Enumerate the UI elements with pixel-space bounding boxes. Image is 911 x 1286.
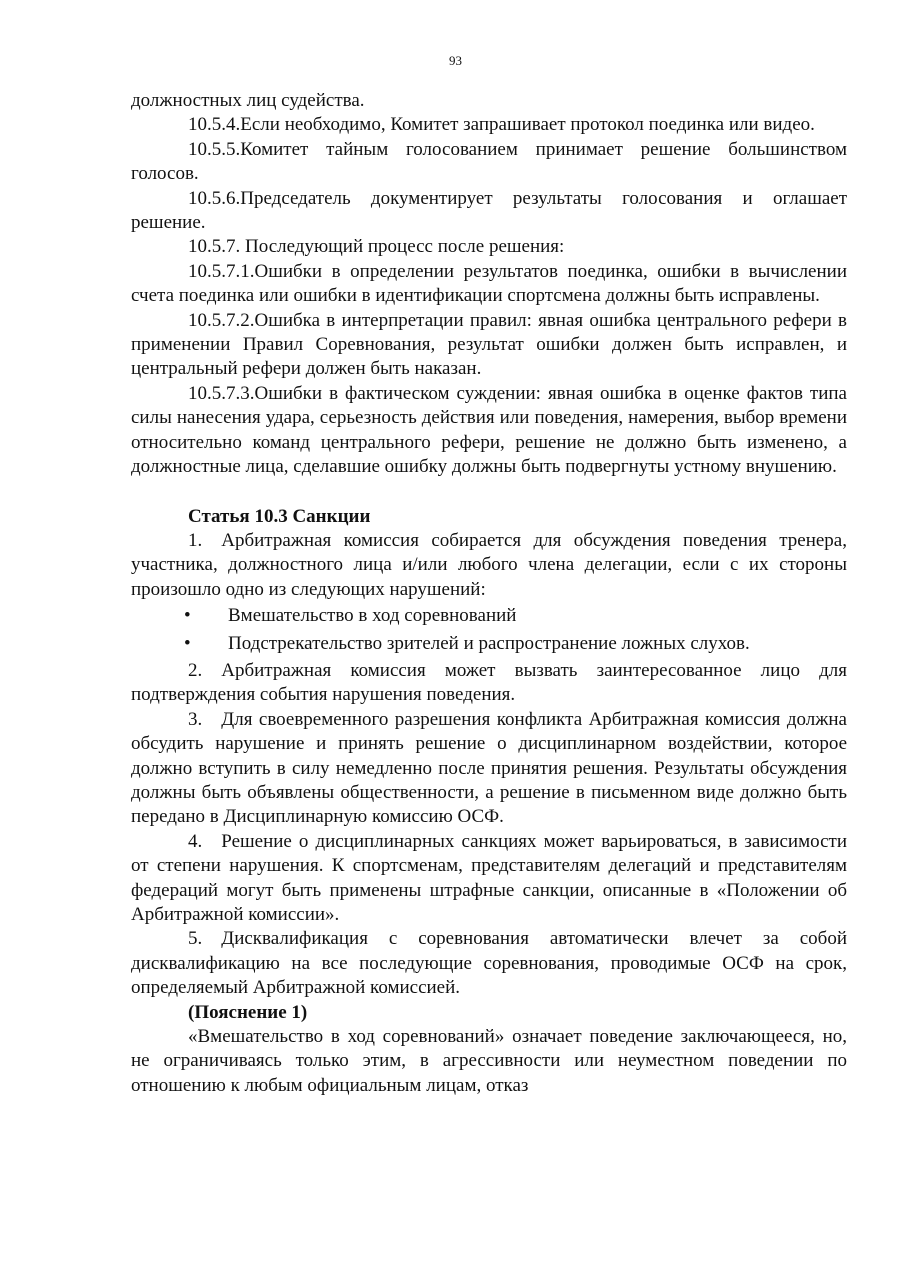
bullet-text: Вмешательство в ход соревнований [228,605,517,627]
article-item-4: 4. Решение о дисциплинарных санкциях может варьироваться, в зависимости от степени нарушения. К спортсменам, представителям делегаций и представителям федераций могут быть применены штрафные санкции, описанные в «Положении об Арбитражной комиссии». [131,830,847,925]
paragraph-continuation: должностных лиц судейства. [131,90,365,111]
bullet-item [131,632,847,656]
clause-10-5-4: 10.5.4.Если необходимо, Комитет запрашивает протокол поединка или видео. [188,114,815,136]
article-heading: Статья 10.3 Санкции [188,505,371,527]
clause-10-5-5: 10.5.5.Комитет тайным голосованием принимает решение большинством голосов. [131,138,847,185]
clause-10-5-7: 10.5.7. Последующий процесс после решения: [188,236,565,258]
article-item-5: 5. Дисквалификация с соревнования автоматически влечет за собой дисквалификацию на все последующие соревнования, проводимые ОСФ на срок, определяемый Арбитражной комиссией. [131,928,847,999]
article-item-2: 2. Арбитражная комиссия может вызвать заинтересованное лицо для подтверждения события нарушения поведения. [131,659,847,706]
clause-10-5-7-1: 10.5.7.1.Ошибки в определении результатов поединка, ошибки в вычислении счета поединка или ошибки в идентификации спортсмена должны быть исправлены. [131,260,847,307]
bullet-icon: • [184,632,191,654]
article-item-3: 3. Для своевременного разрешения конфликта Арбитражная комиссия должна обсудить нарушение и принять решение о дисциплинарном воздействии, которое должно вступить в силу немедленно после принятия решения. Результаты обсуждения должны быть объявлены общественности, а решение в письменном виде должно быть передано в Дисциплинарную комиссию ОСФ. [131,708,847,828]
bullet-text: Подстрекательство зрителей и распространение ложных слухов. [228,632,750,654]
article-item-1: 1. Арбитражная комиссия собирается для обсуждения поведения тренера, участника, должностного лица и/или любого члена делегации, если с их стороны произошло одно из следующих нарушений: [131,529,847,600]
clause-10-5-7-2: 10.5.7.2.Ошибка в интерпретации правил: явная ошибка центрального рефери в применении Правил Соревнования, результат ошибки должен быть исправлен, и центральный рефери должен быть наказан. [131,309,847,380]
note-text: «Вмешательство в ход соревнований» означает поведение заключающееся, но, не ограничиваясь только этим, в агрессивности или неуместном поведении по отношению к любым официальным лицам, отказ [131,1026,847,1096]
page-body [131,89,847,1098]
page-number: 93 [449,53,462,68]
clause-10-5-6: 10.5.6.Председатель документирует результаты голосования и оглашает решение. [131,187,847,234]
clause-10-5-7-3: 10.5.7.3.Ошибки в фактическом суждении: явная ошибка в оценке фактов типа силы нанесения удара, серьезность действия или поведения, намерения, выбор времени относительно команд центрального рефери, решение не должно быть изменено, а должностные лица, сделавшие ошибку должны быть подвергнуты устному внушению. [131,382,847,478]
note-heading: (Пояснение 1) [188,1001,308,1023]
bullet-icon: • [184,605,191,627]
bullet-item [131,604,847,628]
